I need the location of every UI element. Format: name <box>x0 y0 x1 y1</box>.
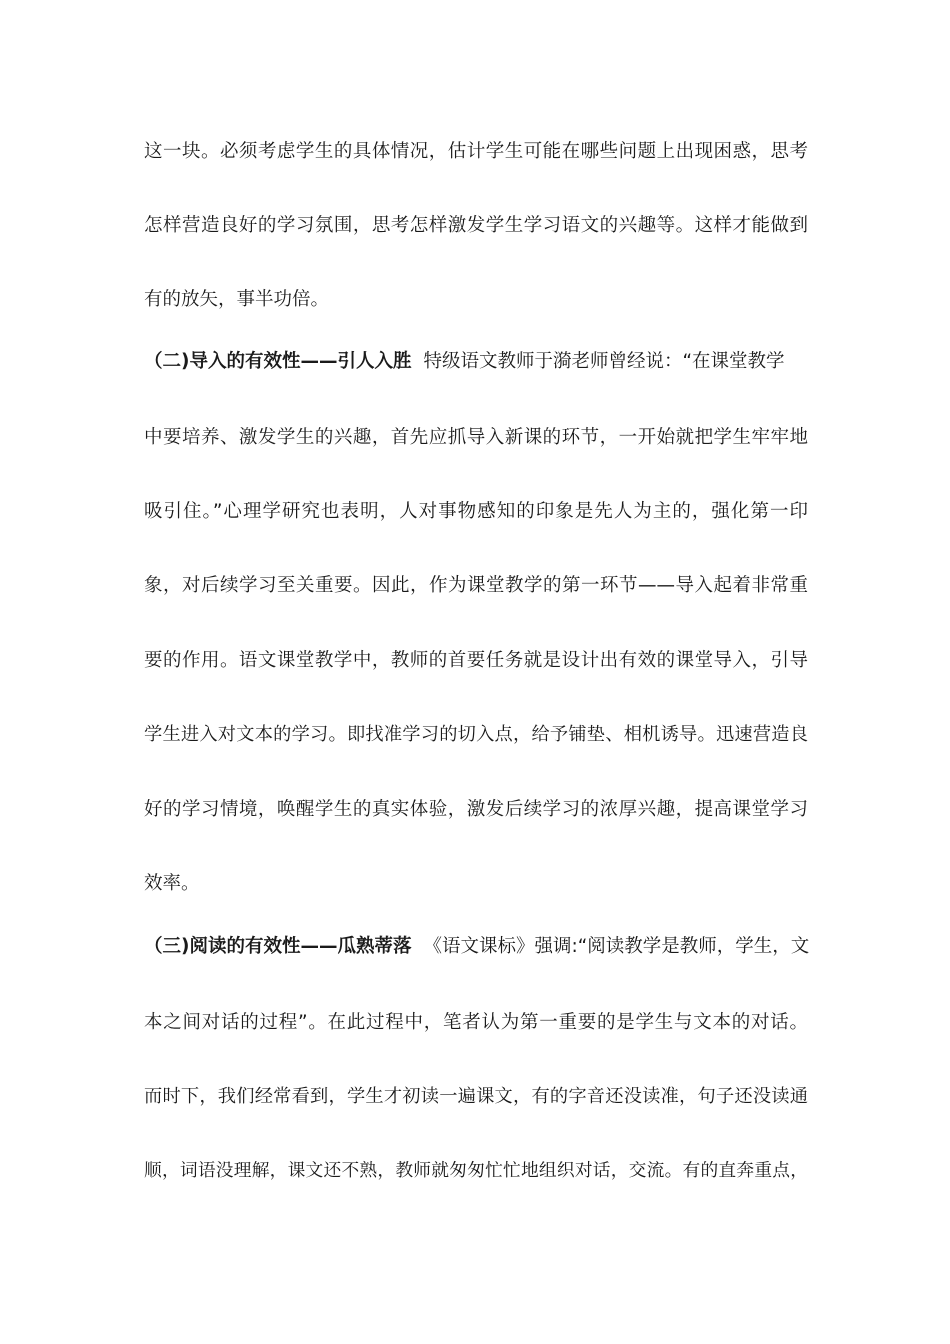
section-heading: （二)导入的有效性——引人入胜 <box>144 351 412 372</box>
paragraph-line: 效率。 <box>144 873 200 894</box>
paragraph-line: 学生进入对文本的学习。即找准学习的切入点，给予铺垫、相机诱导。迅速营造良 <box>144 724 808 745</box>
paragraph-line: 怎样营造良好的学习氛围，思考怎样激发学生学习语文的兴趣等。这样才能做到 <box>144 215 808 236</box>
section-heading-line <box>144 934 808 960</box>
paragraph-line: 中要培养、激发学生的兴趣，首先应抓导入新课的环节，一开始就把学生牢牢地 <box>144 427 808 448</box>
paragraph-line: 有的放矢，事半功倍。 <box>144 289 330 310</box>
paragraph-line: 顺，词语没理解，课文还不熟，教师就匆匆忙忙地组织对话，交流。有的直奔重点， <box>144 1161 808 1181</box>
paragraph-line: 本之间对话的过程”。在此过程中，笔者认为第一重要的是学生与文本的对话。 <box>144 1012 808 1033</box>
section-heading-line <box>144 349 808 375</box>
paragraph-line: 吸引住。”心理学研究也表明，人对事物感知的印象是先人为主的，强化第一印 <box>144 501 808 522</box>
section-text: 《语文课标》强调:“阅读教学是教师，学生，文 <box>423 936 810 957</box>
paragraph-line: 好的学习情境，唤醒学生的真实体验，激发后续学习的浓厚兴趣，提高课堂学习 <box>144 799 808 820</box>
paragraph-line: 这一块。必须考虑学生的具体情况，估计学生可能在哪些问题上出现困惑，思考 <box>144 141 808 162</box>
paragraph-line: 而时下，我们经常看到，学生才初读一遍课文，有的字音还没读准，句子还没读通 <box>144 1086 808 1107</box>
paragraph-line: 要的作用。语文课堂教学中，教师的首要任务就是设计出有效的课堂导入，引导 <box>144 650 808 671</box>
section-heading: （三)阅读的有效性——瓜熟蒂落 <box>144 936 412 957</box>
paragraph-line: 象，对后续学习至关重要。因此，作为课堂教学的第一环节——导入起着非常重 <box>144 575 808 596</box>
section-text: 特级语文教师于漪老师曾经说：“在课堂教学 <box>423 351 785 372</box>
